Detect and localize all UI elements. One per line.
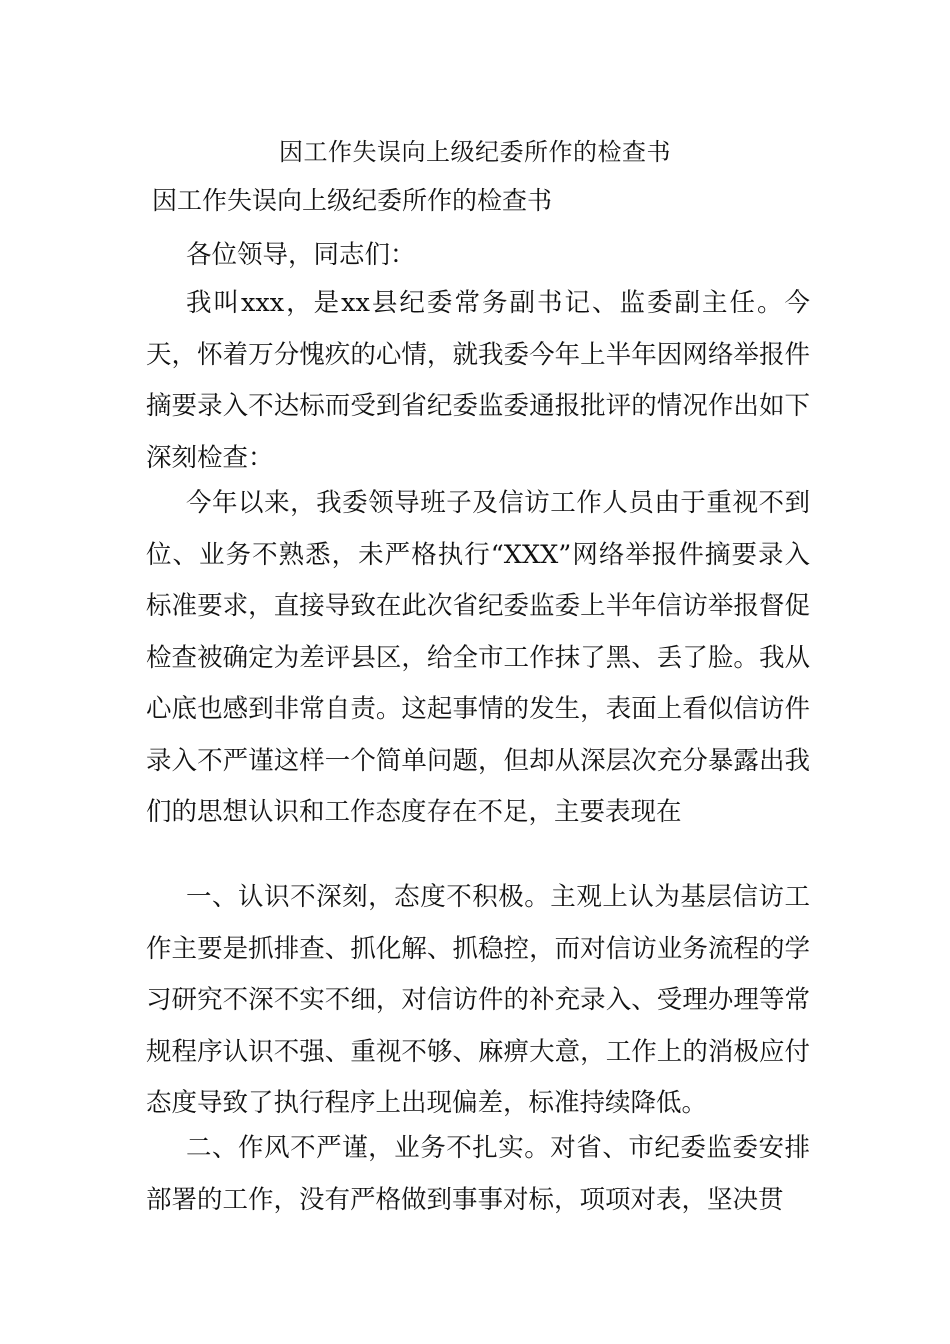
- paragraph-background: 今年以来，我委领导班子及信访工作人员由于重视不到位、业务不熟悉，未严格执行“XXX”网络举报件摘要录入标准要求，直接导致在此次省纪委监委上半年信访举报督促检查被确定为差评县区，给全市工作抹了黑、丢了脸。我从心底也感到非常自责。这起事情的发生，表面上看似信访件录入不严谨这样一个简单问题，但却从深层次充分暴露出我们的思想认识和工作态度存在不足，主要表现在: [146, 488, 810, 827]
- document-subtitle: 因工作失误向上级纪委所作的检查书: [152, 186, 553, 215]
- paragraph-introduction: 我叫xxx，是xx县纪委常务副书记、监委副主任。今天，怀着万分愧疚的心情，就我委今年上半年因网络举报件摘要录入不达标而受到省纪委监委通报批评的情况作出如下深刻检查：: [146, 288, 810, 473]
- document-title: 因工作失误向上级纪委所作的检查书: [279, 138, 671, 166]
- greeting: 各位领导，同志们：: [186, 240, 416, 270]
- paragraph-point-two: 二、作风不严谨，业务不扎实。对省、市纪委监委安排部署的工作，没有严格做到事事对标，项项对表，坚决贯: [146, 1133, 810, 1215]
- paragraph-point-one: 一、认识不深刻，态度不积极。主观上认为基层信访工作主要是抓排查、抓化解、抓稳控，而对信访业务流程的学习研究不深不实不细，对信访件的补充录入、受理办理等常规程序认识不强、重视不够、麻痹大意，工作上的消极应付态度导致了执行程序上出现偏差，标准持续降低。: [146, 882, 810, 1118]
